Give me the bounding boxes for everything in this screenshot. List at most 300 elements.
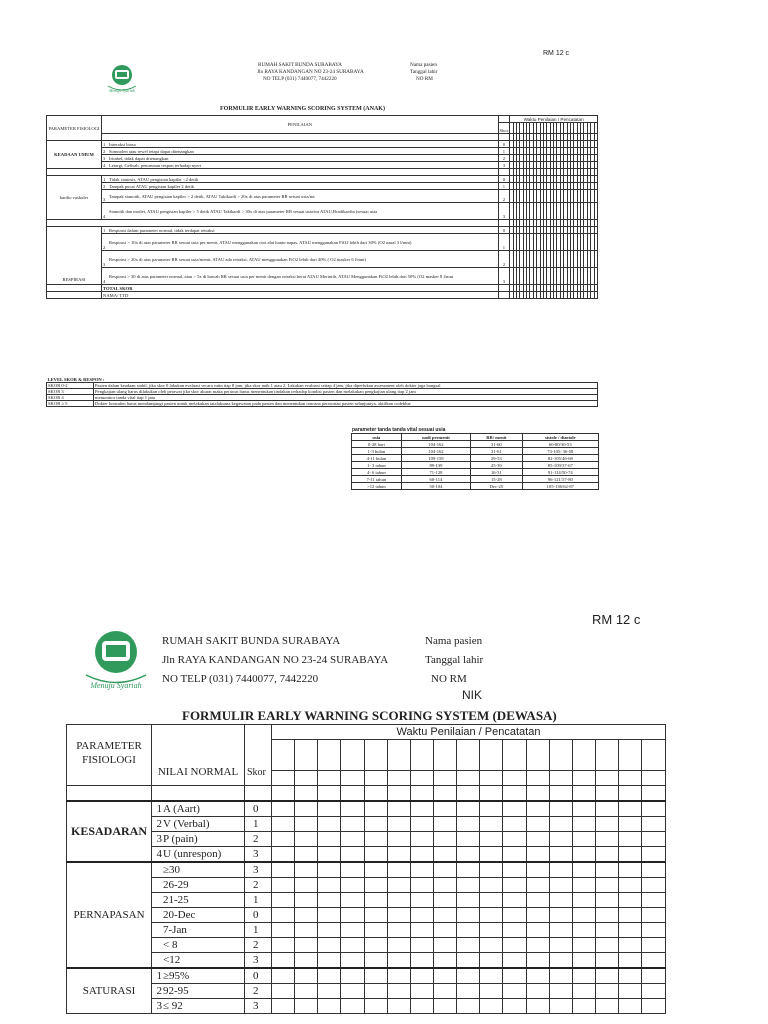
time-cell[interactable] (433, 999, 456, 1014)
time-cell[interactable] (526, 847, 549, 863)
time-cell[interactable] (619, 862, 642, 878)
time-cell[interactable] (619, 832, 642, 847)
time-cell[interactable] (619, 801, 642, 817)
time-cell[interactable] (410, 862, 433, 878)
time-cell[interactable] (364, 771, 387, 786)
time-cell[interactable] (503, 862, 526, 878)
time-cell[interactable] (341, 893, 364, 908)
time-cell[interactable] (433, 938, 456, 953)
time-cell[interactable] (549, 832, 572, 847)
time-cell[interactable] (526, 771, 549, 786)
time-cell[interactable] (272, 893, 295, 908)
time-cell[interactable] (410, 878, 433, 893)
time-cell[interactable] (642, 786, 666, 802)
time-cell[interactable] (549, 801, 572, 817)
time-cell[interactable] (503, 878, 526, 893)
time-cell[interactable] (595, 923, 618, 938)
time-cell[interactable] (387, 878, 410, 893)
time-cell[interactable] (457, 832, 480, 847)
time-cell[interactable] (549, 968, 572, 984)
time-cell[interactable] (410, 923, 433, 938)
time-cell[interactable] (364, 893, 387, 908)
time-cell[interactable] (480, 740, 503, 771)
time-cell[interactable] (549, 771, 572, 786)
time-cell[interactable] (642, 832, 666, 847)
time-cell[interactable] (619, 893, 642, 908)
time-cell[interactable] (526, 786, 549, 802)
time-cell[interactable] (572, 878, 595, 893)
time-cell[interactable] (364, 999, 387, 1014)
time-cell[interactable] (387, 832, 410, 847)
time-cell[interactable] (364, 862, 387, 878)
time-cell[interactable] (595, 862, 618, 878)
time-cell[interactable] (433, 832, 456, 847)
time-cell[interactable] (480, 938, 503, 953)
time-cell[interactable] (295, 832, 318, 847)
time-cell[interactable] (457, 847, 480, 863)
time-cell[interactable] (410, 999, 433, 1014)
time-cell[interactable] (318, 771, 341, 786)
time-cell[interactable] (433, 817, 456, 832)
time-cell[interactable] (619, 968, 642, 984)
time-cell[interactable] (341, 740, 364, 771)
time-cell[interactable] (457, 968, 480, 984)
time-cell[interactable] (387, 740, 410, 771)
time-cell[interactable] (364, 968, 387, 984)
time-cell[interactable] (549, 847, 572, 863)
time-cell[interactable] (595, 984, 618, 999)
time-cell[interactable] (503, 786, 526, 802)
time-cell[interactable] (619, 953, 642, 969)
time-cell[interactable] (341, 862, 364, 878)
time-cell[interactable] (318, 968, 341, 984)
time-cell[interactable] (594, 123, 597, 134)
time-cell[interactable] (594, 141, 597, 148)
time-cell[interactable] (619, 984, 642, 999)
time-cell[interactable] (595, 878, 618, 893)
time-cell[interactable] (480, 968, 503, 984)
time-cell[interactable] (410, 832, 433, 847)
time-cell[interactable] (526, 984, 549, 999)
time-cell[interactable] (480, 893, 503, 908)
time-cell[interactable] (526, 893, 549, 908)
time-cell[interactable] (549, 953, 572, 969)
time-cell[interactable] (572, 786, 595, 802)
time-cell[interactable] (341, 999, 364, 1014)
time-cell[interactable] (572, 740, 595, 771)
time-cell[interactable] (410, 817, 433, 832)
time-cell[interactable] (272, 817, 295, 832)
time-cell[interactable] (619, 878, 642, 893)
time-cell[interactable] (341, 847, 364, 863)
time-cell[interactable] (410, 968, 433, 984)
time-cell[interactable] (457, 893, 480, 908)
time-cell[interactable] (295, 817, 318, 832)
time-cell[interactable] (595, 999, 618, 1014)
time-cell[interactable] (272, 832, 295, 847)
time-cell[interactable] (410, 740, 433, 771)
time-cell[interactable] (594, 203, 597, 220)
time-cell[interactable] (572, 832, 595, 847)
time-cell[interactable] (594, 292, 597, 299)
time-cell[interactable] (572, 953, 595, 969)
time-cell[interactable] (318, 847, 341, 863)
time-cell[interactable] (387, 968, 410, 984)
time-cell[interactable] (272, 923, 295, 938)
time-cell[interactable] (457, 786, 480, 802)
time-cell[interactable] (642, 968, 666, 984)
time-cell[interactable] (341, 771, 364, 786)
time-cell[interactable] (341, 878, 364, 893)
time-cell[interactable] (480, 862, 503, 878)
time-cell[interactable] (433, 862, 456, 878)
time-cell[interactable] (595, 786, 618, 802)
time-cell[interactable] (341, 953, 364, 969)
time-cell[interactable] (387, 771, 410, 786)
time-cell[interactable] (594, 134, 597, 141)
time-cell[interactable] (642, 923, 666, 938)
time-cell[interactable] (549, 999, 572, 1014)
time-cell[interactable] (642, 862, 666, 878)
time-cell[interactable] (642, 740, 666, 771)
time-cell[interactable] (364, 908, 387, 923)
time-cell[interactable] (526, 923, 549, 938)
time-cell[interactable] (341, 968, 364, 984)
time-cell[interactable] (595, 801, 618, 817)
time-cell[interactable] (619, 817, 642, 832)
time-cell[interactable] (642, 984, 666, 999)
time-cell[interactable] (318, 908, 341, 923)
time-cell[interactable] (272, 862, 295, 878)
time-cell[interactable] (457, 938, 480, 953)
time-cell[interactable] (480, 984, 503, 999)
time-cell[interactable] (595, 968, 618, 984)
time-cell[interactable] (572, 847, 595, 863)
time-cell[interactable] (503, 984, 526, 999)
time-cell[interactable] (410, 771, 433, 786)
time-cell[interactable] (387, 786, 410, 802)
time-cell[interactable] (549, 984, 572, 999)
time-cell[interactable] (318, 740, 341, 771)
time-cell[interactable] (295, 999, 318, 1014)
time-cell[interactable] (318, 862, 341, 878)
time-cell[interactable] (594, 169, 597, 176)
time-cell[interactable] (318, 938, 341, 953)
time-cell[interactable] (526, 968, 549, 984)
time-cell[interactable] (642, 893, 666, 908)
time-cell[interactable] (341, 786, 364, 802)
time-cell[interactable] (318, 999, 341, 1014)
time-cell[interactable] (433, 771, 456, 786)
time-cell[interactable] (433, 786, 456, 802)
time-cell[interactable] (295, 786, 318, 802)
time-cell[interactable] (619, 938, 642, 953)
time-cell[interactable] (364, 938, 387, 953)
time-cell[interactable] (572, 817, 595, 832)
time-cell[interactable] (364, 832, 387, 847)
time-cell[interactable] (433, 968, 456, 984)
time-cell[interactable] (642, 999, 666, 1014)
time-cell[interactable] (295, 923, 318, 938)
time-cell[interactable] (526, 953, 549, 969)
time-cell[interactable] (480, 786, 503, 802)
time-cell[interactable] (642, 817, 666, 832)
time-cell[interactable] (341, 832, 364, 847)
time-cell[interactable] (318, 984, 341, 999)
time-cell[interactable] (295, 847, 318, 863)
time-cell[interactable] (387, 893, 410, 908)
time-cell[interactable] (410, 801, 433, 817)
time-cell[interactable] (480, 953, 503, 969)
time-cell[interactable] (433, 740, 456, 771)
time-cell[interactable] (272, 740, 295, 771)
time-cell[interactable] (642, 801, 666, 817)
time-cell[interactable] (503, 999, 526, 1014)
time-cell[interactable] (594, 183, 597, 190)
time-cell[interactable] (387, 938, 410, 953)
time-cell[interactable] (410, 847, 433, 863)
time-cell[interactable] (295, 771, 318, 786)
time-cell[interactable] (480, 817, 503, 832)
time-cell[interactable] (341, 984, 364, 999)
time-cell[interactable] (410, 908, 433, 923)
time-cell[interactable] (318, 832, 341, 847)
time-cell[interactable] (433, 908, 456, 923)
time-cell[interactable] (594, 176, 597, 183)
time-cell[interactable] (572, 938, 595, 953)
time-cell[interactable] (480, 908, 503, 923)
time-cell[interactable] (549, 938, 572, 953)
time-cell[interactable] (572, 771, 595, 786)
time-cell[interactable] (364, 984, 387, 999)
time-cell[interactable] (387, 862, 410, 878)
time-cell[interactable] (526, 908, 549, 923)
time-cell[interactable] (272, 908, 295, 923)
time-cell[interactable] (480, 878, 503, 893)
time-cell[interactable] (480, 847, 503, 863)
time-cell[interactable] (364, 878, 387, 893)
time-cell[interactable] (387, 801, 410, 817)
time-cell[interactable] (457, 801, 480, 817)
time-cell[interactable] (457, 923, 480, 938)
time-cell[interactable] (526, 740, 549, 771)
time-cell[interactable] (594, 285, 597, 292)
time-cell[interactable] (295, 893, 318, 908)
time-cell[interactable] (594, 148, 597, 155)
time-cell[interactable] (272, 801, 295, 817)
time-cell[interactable] (594, 155, 597, 162)
time-cell[interactable] (457, 953, 480, 969)
time-cell[interactable] (642, 953, 666, 969)
time-cell[interactable] (503, 908, 526, 923)
time-cell[interactable] (503, 817, 526, 832)
time-cell[interactable] (549, 893, 572, 908)
time-cell[interactable] (364, 786, 387, 802)
time-cell[interactable] (295, 878, 318, 893)
time-cell[interactable] (295, 862, 318, 878)
time-cell[interactable] (526, 832, 549, 847)
time-cell[interactable] (457, 878, 480, 893)
time-cell[interactable] (526, 938, 549, 953)
time-cell[interactable] (457, 908, 480, 923)
time-cell[interactable] (295, 953, 318, 969)
time-cell[interactable] (318, 923, 341, 938)
time-cell[interactable] (272, 953, 295, 969)
time-cell[interactable] (457, 862, 480, 878)
time-cell[interactable] (387, 999, 410, 1014)
time-cell[interactable] (295, 908, 318, 923)
time-cell[interactable] (549, 878, 572, 893)
time-cell[interactable] (594, 190, 597, 203)
time-cell[interactable] (503, 893, 526, 908)
time-cell[interactable] (433, 847, 456, 863)
time-cell[interactable] (341, 801, 364, 817)
time-cell[interactable] (594, 234, 597, 251)
time-cell[interactable] (433, 984, 456, 999)
time-cell[interactable] (503, 923, 526, 938)
time-cell[interactable] (457, 984, 480, 999)
time-cell[interactable] (295, 938, 318, 953)
time-cell[interactable] (387, 923, 410, 938)
time-cell[interactable] (595, 938, 618, 953)
time-cell[interactable] (503, 938, 526, 953)
time-cell[interactable] (272, 847, 295, 863)
time-cell[interactable] (572, 893, 595, 908)
time-cell[interactable] (549, 923, 572, 938)
time-cell[interactable] (549, 740, 572, 771)
time-cell[interactable] (272, 878, 295, 893)
time-cell[interactable] (619, 923, 642, 938)
time-cell[interactable] (480, 801, 503, 817)
time-cell[interactable] (318, 817, 341, 832)
time-cell[interactable] (572, 923, 595, 938)
time-cell[interactable] (295, 968, 318, 984)
time-cell[interactable] (503, 847, 526, 863)
time-cell[interactable] (549, 862, 572, 878)
time-cell[interactable] (272, 984, 295, 999)
time-cell[interactable] (572, 968, 595, 984)
time-cell[interactable] (526, 817, 549, 832)
time-cell[interactable] (272, 786, 295, 802)
time-cell[interactable] (364, 801, 387, 817)
time-cell[interactable] (595, 908, 618, 923)
time-cell[interactable] (594, 220, 597, 227)
time-cell[interactable] (619, 999, 642, 1014)
time-cell[interactable] (272, 999, 295, 1014)
time-cell[interactable] (503, 953, 526, 969)
time-cell[interactable] (364, 847, 387, 863)
time-cell[interactable] (341, 923, 364, 938)
time-cell[interactable] (387, 908, 410, 923)
time-cell[interactable] (619, 847, 642, 863)
time-cell[interactable] (642, 908, 666, 923)
time-cell[interactable] (526, 878, 549, 893)
time-cell[interactable] (549, 786, 572, 802)
time-cell[interactable] (526, 999, 549, 1014)
time-cell[interactable] (480, 999, 503, 1014)
time-cell[interactable] (594, 162, 597, 169)
time-cell[interactable] (364, 817, 387, 832)
time-cell[interactable] (572, 999, 595, 1014)
time-cell[interactable] (619, 908, 642, 923)
time-cell[interactable] (642, 878, 666, 893)
time-cell[interactable] (503, 740, 526, 771)
time-cell[interactable] (595, 740, 618, 771)
time-cell[interactable] (410, 893, 433, 908)
time-cell[interactable] (642, 847, 666, 863)
time-cell[interactable] (572, 984, 595, 999)
time-cell[interactable] (341, 817, 364, 832)
time-cell[interactable] (387, 817, 410, 832)
time-cell[interactable] (318, 893, 341, 908)
time-cell[interactable] (619, 771, 642, 786)
time-cell[interactable] (410, 938, 433, 953)
time-cell[interactable] (503, 968, 526, 984)
time-cell[interactable] (457, 999, 480, 1014)
time-cell[interactable] (387, 847, 410, 863)
time-cell[interactable] (642, 938, 666, 953)
time-cell[interactable] (595, 771, 618, 786)
time-cell[interactable] (341, 938, 364, 953)
time-cell[interactable] (526, 862, 549, 878)
time-cell[interactable] (318, 786, 341, 802)
time-cell[interactable] (433, 953, 456, 969)
time-cell[interactable] (642, 771, 666, 786)
time-cell[interactable] (594, 268, 597, 285)
time-cell[interactable] (457, 771, 480, 786)
time-cell[interactable] (549, 817, 572, 832)
time-cell[interactable] (457, 740, 480, 771)
time-cell[interactable] (619, 786, 642, 802)
time-cell[interactable] (595, 953, 618, 969)
time-cell[interactable] (480, 923, 503, 938)
time-cell[interactable] (295, 801, 318, 817)
time-cell[interactable] (410, 953, 433, 969)
time-cell[interactable] (364, 740, 387, 771)
time-cell[interactable] (341, 908, 364, 923)
time-cell[interactable] (410, 984, 433, 999)
time-cell[interactable] (503, 801, 526, 817)
time-cell[interactable] (387, 984, 410, 999)
time-cell[interactable] (387, 953, 410, 969)
time-cell[interactable] (595, 817, 618, 832)
time-cell[interactable] (272, 968, 295, 984)
time-cell[interactable] (433, 801, 456, 817)
time-cell[interactable] (457, 817, 480, 832)
time-cell[interactable] (572, 908, 595, 923)
time-cell[interactable] (480, 832, 503, 847)
time-cell[interactable] (410, 786, 433, 802)
time-cell[interactable] (503, 771, 526, 786)
time-cell[interactable] (272, 938, 295, 953)
time-cell[interactable] (364, 923, 387, 938)
time-cell[interactable] (433, 878, 456, 893)
time-cell[interactable] (318, 878, 341, 893)
time-cell[interactable] (295, 740, 318, 771)
time-cell[interactable] (433, 893, 456, 908)
time-cell[interactable] (595, 893, 618, 908)
time-cell[interactable] (272, 771, 295, 786)
time-cell[interactable] (594, 251, 597, 268)
time-cell[interactable] (503, 832, 526, 847)
time-cell[interactable] (318, 801, 341, 817)
time-cell[interactable] (595, 847, 618, 863)
time-cell[interactable] (480, 771, 503, 786)
time-cell[interactable] (364, 953, 387, 969)
time-cell[interactable] (595, 832, 618, 847)
time-cell[interactable] (619, 740, 642, 771)
time-cell[interactable] (318, 953, 341, 969)
